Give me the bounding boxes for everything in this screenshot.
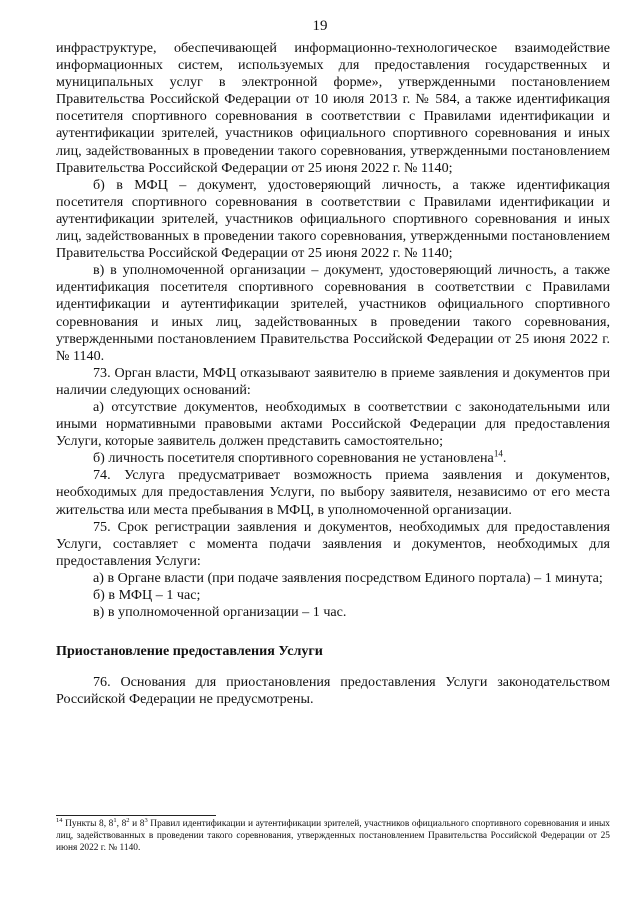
document-body <box>56 40 610 708</box>
paragraph-75: 75. Срок регистрации заявления и документов, необходимых для предоставления Услуги, составляет с момента подачи заявления и документов, необходимых для предоставления Услуги: <box>56 518 610 569</box>
paragraph-v-organization: в) в уполномоченной организации – документ, удостоверяющий личность, а также идентификация посетителя спортивного соревнования в соответствии с Правилами идентификации и аутентификации зрителей, участников официального спортивного соревнования и иных лиц, задействованных в проведении такого соревнования, утвержденными постановлением Правительства Российской Федерации от 25 июня 2022 г. № 1140. <box>56 262 610 364</box>
paragraph-73: 73. Орган власти, МФЦ отказывают заявителю в приеме заявления и документов при наличии следующих оснований: <box>56 364 610 398</box>
paragraph-75-v: в) в уполномоченной организации – 1 час. <box>93 604 347 621</box>
page-number: 19 <box>312 18 328 34</box>
paragraph-74: 74. Услуга предусматривает возможность приема заявления и документов, необходимых для предоставления Услуги, по выбору заявителя, независимо от его места жительства или места пребывания в МФЦ, в уполномоченной организации. <box>56 467 610 518</box>
section-heading: Приостановление предоставления Услуги <box>56 643 323 660</box>
paragraph-73-b-end: . <box>502 450 507 467</box>
footnote-marker: 14 <box>56 816 63 824</box>
footnote-divider <box>56 815 216 816</box>
paragraph-b-mfc: б) в МФЦ – документ, удостоверяющий личность, а также идентификация посетителя спортивного соревнования в соответствии с Правилами идентификации и аутентификации зрителей, участников официального спортивного соревнования и иных лиц, задействованных в проведении такого соревнования, утвержденными постановлением Правительства Российской Федерации от 25 июня 2022 г. № 1140; <box>56 176 610 262</box>
paragraph-73-b <box>56 450 610 467</box>
footnote-text-a: Пункты 8, 8 <box>62 819 114 829</box>
footnote-sup-1: 1 <box>113 816 117 824</box>
paragraph-75-b: б) в МФЦ – 1 час; <box>93 587 201 603</box>
footnote-sup-3: 3 <box>144 816 148 824</box>
footnote-text-c: и 8 <box>129 819 145 829</box>
paragraph-76: 76. Основания для приостановления предоставления Услуги законодательством Российской Федерации не предусмотрены. <box>56 674 610 708</box>
paragraph-73-b-text: б) личность посетителя спортивного соревнования не установлена <box>93 450 494 467</box>
footnote-text-d: Правил идентификации и аутентификации зрителей, участников официального спортивного соревнования и иных лиц, задействованных в проведении такого соревнования, утвержденных постановлением Правительства Российской Федерации от 25 июня 2022 г. № 1140. <box>56 819 610 853</box>
footnote <box>56 818 610 854</box>
footnote-reference[interactable]: 14 <box>493 448 503 459</box>
paragraph-73-a: а) отсутствие документов, необходимых в соответствии с законодательными или иными нормативными правовыми актами Российской Федерации для предоставления Услуги, которые заявитель должен представить самостоятельно; <box>56 398 610 450</box>
footnote-text-b: , 8 <box>116 819 127 829</box>
footnote-sup-2: 2 <box>126 816 130 824</box>
paragraph-75-a: а) в Органе власти (при подаче заявления посредством Единого портала) – 1 минута; <box>93 569 603 586</box>
paragraph-continuation: инфраструктуре, обеспечивающей информационно-технологическое взаимодействие информационных систем, используемых для предоставления государственных и муниципальных услуг в электронной форме», утвержденными постановлением Правительства Российской Федерации от 10 июля 2013 г. № 584, а также идентификация посетителя спортивного соревнования в соответствии с Правилами идентификации и аутентификации зрителей, участников официального спортивного соревнования и иных лиц, задействованных в проведении такого соревнования, утвержденными постановлением Правительства Российской Федерации от 25 июня 2022 г. № 1140; <box>56 40 610 176</box>
